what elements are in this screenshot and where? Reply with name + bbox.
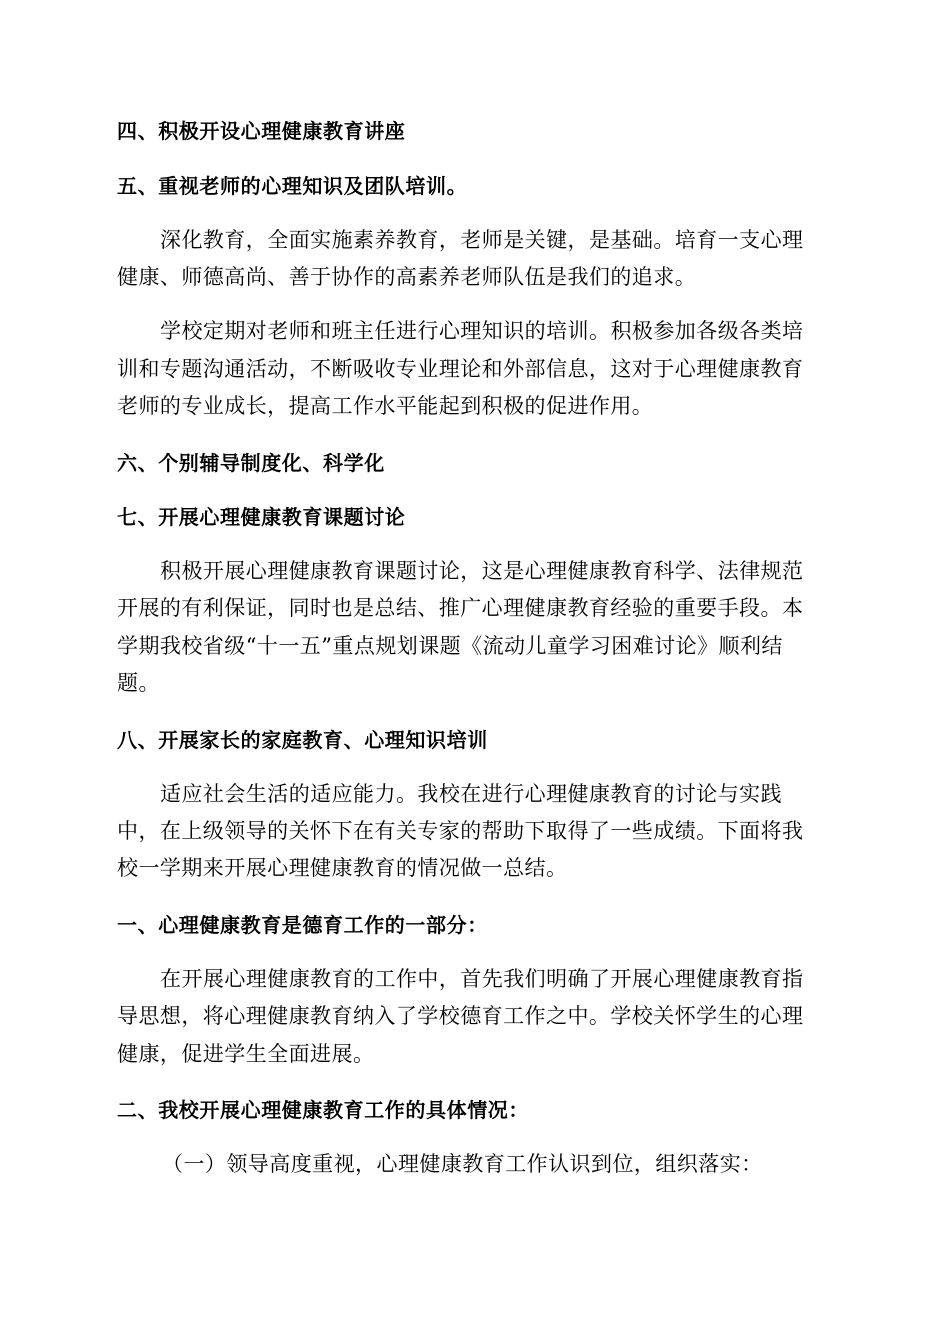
paragraph-line: 适应社会生活的适应能力。我校在进行心理健康教育的讨论与实践: [160, 782, 783, 806]
paragraph-line: 校一学期来开展心理健康教育的情况做一总结。: [117, 856, 568, 880]
subsection-heading: （一）领导高度重视，心理健康教育工作认识到位，组织落实：: [162, 1152, 763, 1176]
section-heading-2: 二、我校开展心理健康教育工作的具体情况：: [117, 1098, 529, 1122]
section-heading-8: 八、开展家长的家庭教育、心理知识培训: [117, 728, 488, 752]
paragraph-line: 健康，促进学生全面进展。: [117, 1042, 375, 1066]
paragraph-line: 健康、师德高尚、善于协作的高素养老师队伍是我们的追求。: [117, 265, 697, 289]
section-heading-7: 七、开展心理健康教育课题讨论: [117, 505, 406, 529]
section-heading-6: 六、个别辅导制度化、科学化: [117, 451, 385, 475]
paragraph-line: 中，在上级领导的关怀下在有关专家的帮助下取得了一些成绩。下面将我: [117, 819, 804, 843]
paragraph-line: 训和专题沟通活动，不断吸收专业理论和外部信息，这对于心理健康教育: [117, 357, 804, 381]
section-heading-5: 五、重视老师的心理知识及团队培训。: [117, 174, 468, 198]
paragraph-line: 在开展心理健康教育的工作中，首先我们明确了开展心理健康教育指: [160, 967, 804, 991]
paragraph-line: 积极开展心理健康教育课题讨论，这是心理健康教育科学、法律规范: [160, 559, 804, 583]
paragraph-line: 老师的专业成长，提高工作水平能起到积极的促进作用。: [117, 394, 654, 418]
paragraph-line: 题。: [117, 671, 160, 695]
section-heading-4: 四、积极开设心理健康教育讲座: [117, 119, 406, 143]
paragraph-line: 深化教育，全面实施素养教育，老师是关键，是基础。培育一支心理: [160, 228, 804, 252]
paragraph-line: 开展的有利保证，同时也是总结、推广心理健康教育经验的重要手段。本: [117, 596, 804, 620]
paragraph-line: 导思想，将心理健康教育纳入了学校德育工作之中。学校关怀学生的心理: [117, 1004, 804, 1028]
paragraph-line: 学期我校省级“十一五”重点规划课题《流动儿童学习困难讨论》顺利结: [117, 634, 783, 658]
section-heading-1: 一、心理健康教育是德育工作的一部分：: [117, 913, 488, 937]
paragraph-line: 学校定期对老师和班主任进行心理知识的培训。积极参加各级各类培: [160, 319, 804, 343]
